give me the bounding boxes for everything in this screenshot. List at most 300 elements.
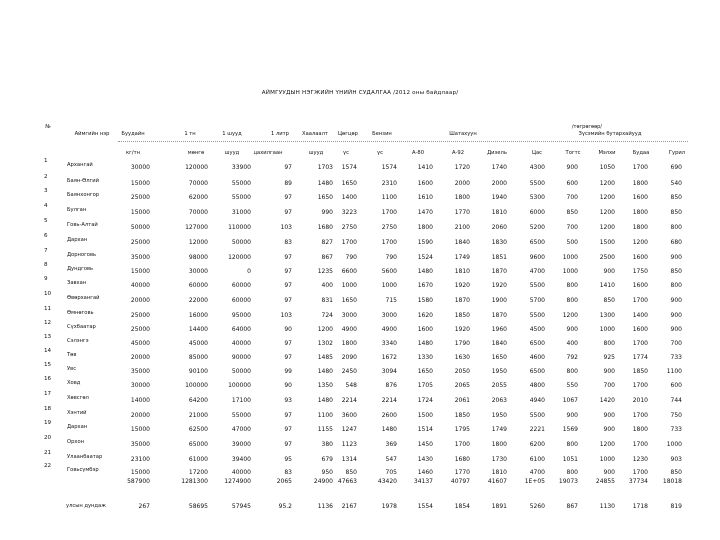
- cell-7: 1450: [417, 441, 433, 448]
- avg-cell-10: 5260: [529, 503, 545, 510]
- cell-2: 31000: [231, 209, 251, 216]
- cell-1: 12000: [188, 239, 208, 246]
- row-number: 19: [44, 420, 52, 426]
- cell-1: 17200: [188, 469, 208, 476]
- col-direct-header: 1 шууд: [222, 131, 242, 137]
- cell-0: 30000: [130, 164, 150, 171]
- cell-13: 1774: [632, 354, 648, 361]
- cell-7: 1480: [417, 340, 433, 347]
- cell-1: 14400: [188, 326, 208, 333]
- cell-3: 95: [284, 456, 292, 463]
- cell-14: 750: [670, 412, 682, 419]
- cell-5: 850: [345, 469, 357, 476]
- cell-13: 1850: [632, 368, 648, 375]
- cell-6: 3000: [381, 312, 397, 319]
- subheader-4: шууд: [308, 150, 324, 156]
- cell-1: 45000: [188, 340, 208, 347]
- cell-7: 1480: [417, 268, 433, 275]
- cell-7: 1620: [417, 312, 433, 319]
- cell-0: 50000: [130, 224, 150, 231]
- cell-6: 1700: [381, 209, 397, 216]
- cell-8: 40797: [450, 478, 470, 485]
- avg-cell-1: 58695: [188, 503, 208, 510]
- cell-8: 1720: [454, 164, 470, 171]
- cell-5: 1247: [341, 426, 357, 433]
- cell-7: 1514: [417, 426, 433, 433]
- cell-9: 2060: [491, 224, 507, 231]
- cell-10: 4940: [529, 397, 545, 404]
- cell-12: 1200: [599, 209, 615, 216]
- cell-4: 1302: [317, 340, 333, 347]
- cell-8: 1770: [454, 469, 470, 476]
- cell-4: 1680: [317, 224, 333, 231]
- cell-7: 1470: [417, 209, 433, 216]
- cell-12: 1500: [599, 239, 615, 246]
- subheader-2: шууд: [224, 150, 240, 156]
- cell-2: 39400: [231, 456, 251, 463]
- cell-8: 1680: [454, 456, 470, 463]
- subheader-7: А-80: [411, 150, 425, 156]
- cell-3: 97: [284, 164, 292, 171]
- cell-12: 700: [603, 382, 615, 389]
- cell-12: 2500: [599, 254, 615, 261]
- cell-5: 3223: [341, 209, 357, 216]
- row-number: 1: [44, 158, 48, 164]
- subheader-5: үс: [343, 150, 349, 156]
- cell-10: 6500: [529, 368, 545, 375]
- cell-2: 1274900: [224, 478, 251, 485]
- cell-14: 800: [670, 224, 682, 231]
- cell-7: 1600: [417, 326, 433, 333]
- cell-11: 800: [566, 282, 578, 289]
- cell-10: 6000: [529, 209, 545, 216]
- cell-4: 1480: [317, 368, 333, 375]
- cell-1: 60000: [188, 282, 208, 289]
- cell-4: 950: [321, 469, 333, 476]
- cell-4: 1703: [317, 164, 333, 171]
- cell-6: 369: [385, 441, 397, 448]
- row-number: 6: [44, 233, 48, 239]
- cell-2: 50000: [231, 239, 251, 246]
- cell-11: 500: [566, 239, 578, 246]
- subheader-12: Мэлхи: [598, 150, 616, 156]
- col-heating-header: Хаалаалт: [302, 131, 328, 137]
- cell-8: 2050: [454, 368, 470, 375]
- cell-9: 1851: [491, 254, 507, 261]
- cell-14: 18018: [662, 478, 682, 485]
- cell-9: 1650: [491, 354, 507, 361]
- cell-0: 15000: [130, 469, 150, 476]
- cell-4: 1350: [317, 382, 333, 389]
- cell-0: 25000: [130, 239, 150, 246]
- cell-4: 1235: [317, 268, 333, 275]
- cell-1: 65000: [188, 441, 208, 448]
- cell-2: 60000: [231, 282, 251, 289]
- row-number: 2: [44, 174, 48, 180]
- cell-3: 97: [284, 297, 292, 304]
- cell-3: 99: [284, 368, 292, 375]
- cell-1: 61000: [188, 456, 208, 463]
- col-ton-header: 1 тн: [184, 131, 196, 137]
- avg-cell-14: 819: [670, 503, 682, 510]
- cell-13: 1750: [632, 268, 648, 275]
- cell-13: 1700: [632, 441, 648, 448]
- cell-1: 62500: [188, 426, 208, 433]
- cell-9: 1960: [491, 326, 507, 333]
- cell-3: 89: [284, 180, 292, 187]
- cell-3: 97: [284, 194, 292, 201]
- cell-6: 876: [385, 382, 397, 389]
- province-name: Дархан: [67, 237, 88, 243]
- subheader-3: цахилгаан: [253, 150, 283, 156]
- cell-1: 98000: [188, 254, 208, 261]
- cell-4: 1650: [317, 194, 333, 201]
- cell-7: 1590: [417, 239, 433, 246]
- cell-11: 900: [566, 164, 578, 171]
- cell-4: 1485: [317, 354, 333, 361]
- cell-8: 1700: [454, 441, 470, 448]
- cell-0: 15000: [130, 268, 150, 275]
- cell-5: 1400: [341, 194, 357, 201]
- cell-11: 400: [566, 340, 578, 347]
- cell-14: 850: [670, 194, 682, 201]
- row-number: 20: [44, 435, 52, 441]
- row-number: 18: [44, 406, 52, 412]
- cell-11: 19073: [558, 478, 578, 485]
- cell-6: 715: [385, 297, 397, 304]
- cell-11: 800: [566, 441, 578, 448]
- cell-9: 1749: [491, 426, 507, 433]
- row-number: 3: [44, 188, 48, 194]
- cell-12: 1200: [599, 180, 615, 187]
- cell-1: 1281300: [181, 478, 208, 485]
- cell-3: 97: [284, 441, 292, 448]
- cell-0: 25000: [130, 312, 150, 319]
- cell-0: 14000: [130, 397, 150, 404]
- table-row: [0, 376, 720, 392]
- cell-13: 2010: [632, 397, 648, 404]
- province-name: Баян-Өлгий: [67, 178, 99, 184]
- cell-0: 45000: [130, 340, 150, 347]
- cell-4: 679: [321, 456, 333, 463]
- cell-3: 97: [284, 340, 292, 347]
- cell-12: 900: [603, 268, 615, 275]
- row-number: 8: [44, 262, 48, 268]
- average-label: улсын дундаж: [66, 503, 106, 509]
- cell-3: 2065: [276, 478, 292, 485]
- cell-3: 97: [284, 268, 292, 275]
- cell-10: 4800: [529, 382, 545, 389]
- cell-14: 800: [670, 282, 682, 289]
- cell-2: 60000: [231, 297, 251, 304]
- cell-11: 1569: [562, 426, 578, 433]
- cell-12: 900: [603, 469, 615, 476]
- cell-1: 16000: [188, 312, 208, 319]
- cell-2: 55000: [231, 412, 251, 419]
- cell-4: 831: [321, 297, 333, 304]
- table-row: [0, 158, 720, 174]
- cell-11: 900: [566, 326, 578, 333]
- avg-cell-13: 1718: [632, 503, 648, 510]
- table-row: [0, 218, 720, 234]
- row-number: 11: [44, 306, 52, 312]
- cell-8: 1795: [454, 426, 470, 433]
- row-number: 5: [44, 218, 48, 224]
- cell-14: 850: [670, 469, 682, 476]
- row-number: 21: [44, 450, 52, 456]
- cell-0: 35000: [130, 368, 150, 375]
- cell-14: 690: [670, 164, 682, 171]
- row-number: 9: [44, 276, 48, 282]
- province-name: Завхан: [67, 280, 87, 286]
- cell-1: 85000: [188, 354, 208, 361]
- cell-8: 1630: [454, 354, 470, 361]
- cell-9: 41607: [487, 478, 507, 485]
- table-row: [0, 435, 720, 451]
- cell-2: 110000: [228, 224, 251, 231]
- cell-1: 64200: [188, 397, 208, 404]
- cell-5: 1800: [341, 340, 357, 347]
- cell-5: 2214: [341, 397, 357, 404]
- col-province-header: Аймгийн нэр: [74, 131, 110, 137]
- cell-1: 62000: [188, 194, 208, 201]
- row-number: 7: [44, 248, 48, 254]
- cell-8: 1920: [454, 282, 470, 289]
- cell-0: 25000: [130, 326, 150, 333]
- cell-14: 850: [670, 209, 682, 216]
- cell-3: 97: [284, 209, 292, 216]
- cell-6: 2310: [381, 180, 397, 187]
- cell-11: 1200: [562, 312, 578, 319]
- cell-8: 1840: [454, 239, 470, 246]
- subheader-1: мөнгө: [187, 150, 205, 156]
- cell-14: 1100: [666, 368, 682, 375]
- cell-13: 1700: [632, 382, 648, 389]
- cell-12: 1000: [599, 326, 615, 333]
- cell-13: 1800: [632, 180, 648, 187]
- cell-9: 1840: [491, 340, 507, 347]
- cell-14: 900: [670, 326, 682, 333]
- cell-7: 1600: [417, 180, 433, 187]
- cell-8: 1810: [454, 268, 470, 275]
- cell-10: 5500: [529, 282, 545, 289]
- cell-7: 1500: [417, 412, 433, 419]
- subheader-9: Дизель: [487, 150, 507, 156]
- cell-8: 2061: [454, 397, 470, 404]
- province-name: Өмнөговь: [67, 310, 94, 316]
- cell-13: 1200: [632, 239, 648, 246]
- cell-10: 4300: [529, 164, 545, 171]
- province-name: Хэнтий: [67, 410, 87, 416]
- cell-4: 24900: [313, 478, 333, 485]
- cell-3: 97: [284, 254, 292, 261]
- cell-3: 103: [280, 224, 292, 231]
- cell-8: 1770: [454, 209, 470, 216]
- cell-3: 103: [280, 312, 292, 319]
- cell-6: 3340: [381, 340, 397, 347]
- cell-14: 1000: [666, 441, 682, 448]
- cell-9: 1830: [491, 239, 507, 246]
- cell-7: 1524: [417, 254, 433, 261]
- cell-8: 2065: [454, 382, 470, 389]
- cell-4: 400: [321, 282, 333, 289]
- cell-13: 1600: [632, 254, 648, 261]
- cell-7: 1580: [417, 297, 433, 304]
- cell-3: 90: [284, 382, 292, 389]
- cell-3: 97: [284, 282, 292, 289]
- cell-13: 37734: [628, 478, 648, 485]
- table-row: [0, 276, 720, 292]
- avg-cell-6: 1978: [381, 503, 397, 510]
- cell-5: 4900: [341, 326, 357, 333]
- row-number: 14: [44, 348, 52, 354]
- cell-3: 97: [284, 412, 292, 419]
- cell-9: 2000: [491, 180, 507, 187]
- subheader-13: Будаа: [632, 150, 650, 156]
- cell-5: 1700: [341, 239, 357, 246]
- cell-0: 587900: [127, 478, 150, 485]
- avg-cell-7: 1554: [417, 503, 433, 510]
- cell-0: 40000: [130, 282, 150, 289]
- cell-10: 2221: [529, 426, 545, 433]
- cell-10: 5300: [529, 194, 545, 201]
- province-name: Сэлэнгэ: [67, 338, 89, 344]
- cell-10: 5700: [529, 297, 545, 304]
- cell-13: 1700: [632, 297, 648, 304]
- cell-6: 790: [385, 254, 397, 261]
- row-number: 22: [44, 463, 52, 469]
- cell-10: 4500: [529, 326, 545, 333]
- cell-2: 40000: [231, 469, 251, 476]
- cell-5: 1123: [341, 441, 357, 448]
- cell-4: 1200: [317, 326, 333, 333]
- cell-7: 1724: [417, 397, 433, 404]
- cell-11: 1000: [562, 254, 578, 261]
- cell-12: 925: [603, 354, 615, 361]
- cell-6: 43420: [377, 478, 397, 485]
- cell-12: 24855: [595, 478, 615, 485]
- cell-5: 1650: [341, 180, 357, 187]
- cell-6: 4900: [381, 326, 397, 333]
- cell-13: 1800: [632, 426, 648, 433]
- cell-10: 4700: [529, 268, 545, 275]
- cell-14: 900: [670, 254, 682, 261]
- cell-5: 1314: [341, 456, 357, 463]
- cell-6: 1672: [381, 354, 397, 361]
- cell-13: 1700: [632, 340, 648, 347]
- province-name: Булган: [67, 207, 87, 213]
- col-fuel-header: Шатахуун: [449, 131, 477, 137]
- row-number: 12: [44, 320, 52, 326]
- cell-6: 5600: [381, 268, 397, 275]
- subheader-11: Тогтс: [565, 150, 581, 156]
- cell-5: 2450: [341, 368, 357, 375]
- cell-13: 1800: [632, 209, 648, 216]
- cell-0: 23100: [130, 456, 150, 463]
- cell-0: 20000: [130, 354, 150, 361]
- cell-13: 1700: [632, 164, 648, 171]
- cell-9: 1900: [491, 297, 507, 304]
- cell-5: 47663: [337, 478, 357, 485]
- cell-4: 1155: [317, 426, 333, 433]
- cell-8: 2100: [454, 224, 470, 231]
- cell-13: 1600: [632, 282, 648, 289]
- cell-3: 83: [284, 239, 292, 246]
- cell-5: 790: [345, 254, 357, 261]
- cell-4: 867: [321, 254, 333, 261]
- subheader-6: үс: [377, 150, 383, 156]
- cell-6: 2600: [381, 412, 397, 419]
- cell-2: 33900: [231, 164, 251, 171]
- cell-10: 5500: [529, 412, 545, 419]
- cell-11: 850: [566, 209, 578, 216]
- cell-10: 6500: [529, 239, 545, 246]
- cell-2: 100000: [228, 382, 251, 389]
- cell-9: 1920: [491, 282, 507, 289]
- cell-13: 1600: [632, 326, 648, 333]
- cell-3: 97: [284, 354, 292, 361]
- cell-6: 1100: [381, 194, 397, 201]
- cell-14: 540: [670, 180, 682, 187]
- cell-4: 827: [321, 239, 333, 246]
- province-name: Дорноговь: [67, 252, 97, 258]
- avg-cell-3: 95.2: [278, 503, 292, 510]
- cell-7: 1460: [417, 469, 433, 476]
- cell-14: 744: [670, 397, 682, 404]
- cell-9: 1740: [491, 164, 507, 171]
- cell-11: 1067: [562, 397, 578, 404]
- cell-4: 990: [321, 209, 333, 216]
- avg-cell-2: 57945: [231, 503, 251, 510]
- cell-9: 1940: [491, 194, 507, 201]
- cell-13: 1700: [632, 412, 648, 419]
- cell-14: 900: [670, 312, 682, 319]
- cell-12: 1050: [599, 164, 615, 171]
- cell-0: 20000: [130, 412, 150, 419]
- province-name: Баянхонгор: [67, 192, 100, 198]
- col-liter-header: 1 литр: [271, 131, 289, 137]
- cell-11: 600: [566, 180, 578, 187]
- province-name: Улаанбаатар: [67, 454, 103, 460]
- cell-5: 3000: [341, 312, 357, 319]
- cell-14: 700: [670, 340, 682, 347]
- cell-2: 120000: [228, 254, 251, 261]
- cell-6: 1000: [381, 282, 397, 289]
- cell-0: 30000: [130, 382, 150, 389]
- report-title: АЙМГУУДЫН НЭГЖИЙН ҮНИЙН СУДАЛГАА /2012 оны байдлаар/: [261, 90, 459, 96]
- col-food-header: Зүсэмийн бутархайууд: [578, 131, 642, 137]
- cell-3: 93: [284, 397, 292, 404]
- cell-1: 22000: [188, 297, 208, 304]
- table-row: [0, 391, 720, 407]
- province-name: Увс: [67, 366, 77, 372]
- cell-10: 5200: [529, 224, 545, 231]
- cell-9: 2063: [491, 397, 507, 404]
- col-wheat-header: Буудайн: [121, 131, 145, 137]
- cell-7: 1410: [417, 164, 433, 171]
- cell-1: 30000: [188, 268, 208, 275]
- cell-8: 1870: [454, 297, 470, 304]
- cell-13: 1230: [632, 456, 648, 463]
- province-name: Төв: [67, 352, 77, 358]
- cell-12: 850: [603, 297, 615, 304]
- cell-14: 680: [670, 239, 682, 246]
- cell-9: 1800: [491, 441, 507, 448]
- unit-label: /төгрөгөөр/: [571, 124, 602, 130]
- subheader-10: Цас: [531, 150, 543, 156]
- col-electricity-header: Цөгцөр: [338, 131, 358, 137]
- province-name: Хөвсгөл: [67, 395, 89, 401]
